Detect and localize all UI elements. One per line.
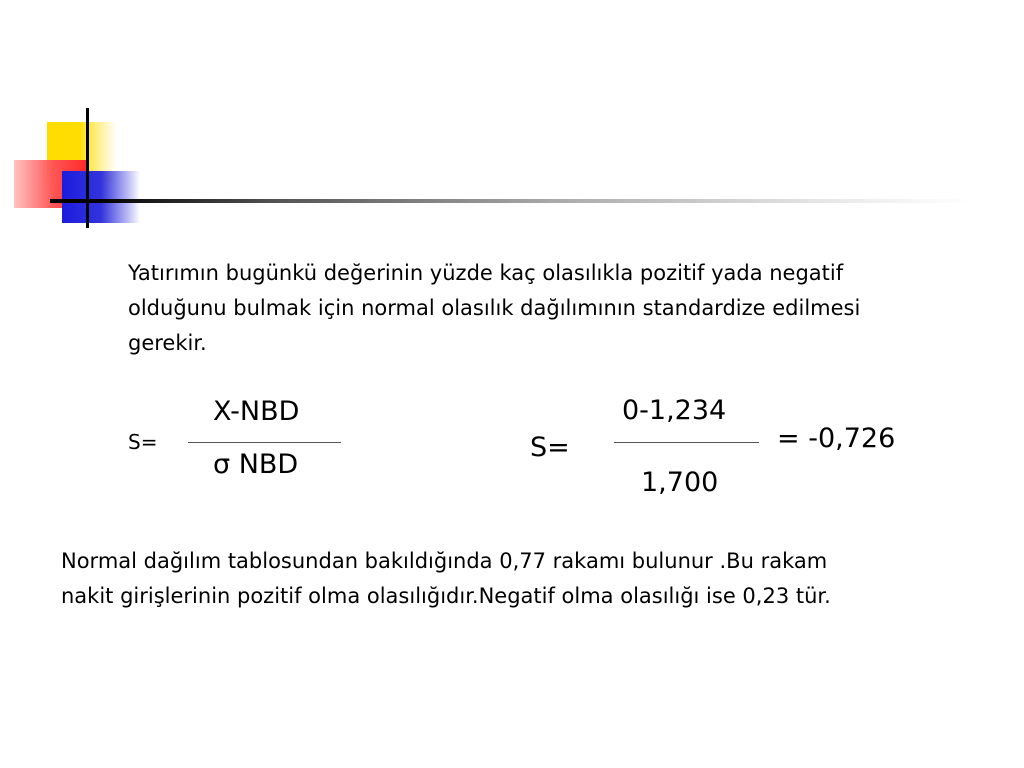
intro-line: olduğunu bulmak için normal olasılık dağılımının standardize edilmesi [128, 296, 861, 320]
applied-fraction-bar [614, 442, 759, 443]
intro-line: gerekir. [128, 331, 207, 355]
applied-formula-result: = -0,726 [777, 423, 896, 454]
vertical-rule-decoration [86, 108, 89, 228]
conclusion-line: Normal dağılım tablosundan bakıldığında 0,77 rakamı bulunur .Bu rakam [61, 549, 828, 573]
conclusion-line: nakit girişlerinin pozitif olma olasılığıdır.Negatif olma olasılığı ise 0,23 tür. [61, 584, 831, 608]
general-fraction-bar [188, 442, 341, 443]
intro-paragraph [128, 256, 1008, 361]
general-formula-denominator: σ NBD [213, 449, 299, 480]
horizontal-rule-decoration [50, 199, 970, 203]
general-formula-numerator: X-NBD [213, 396, 300, 427]
blue-square-decoration [62, 171, 140, 223]
conclusion-paragraph [61, 544, 1011, 614]
applied-formula-denominator: 1,700 [641, 467, 719, 498]
intro-line: Yatırımın bugünkü değerinin yüzde kaç olasılıkla pozitif yada negatif [128, 261, 844, 285]
applied-formula-label: S= [530, 432, 570, 463]
general-formula-label: S= [128, 430, 158, 454]
applied-formula-numerator: 0-1,234 [622, 395, 727, 426]
